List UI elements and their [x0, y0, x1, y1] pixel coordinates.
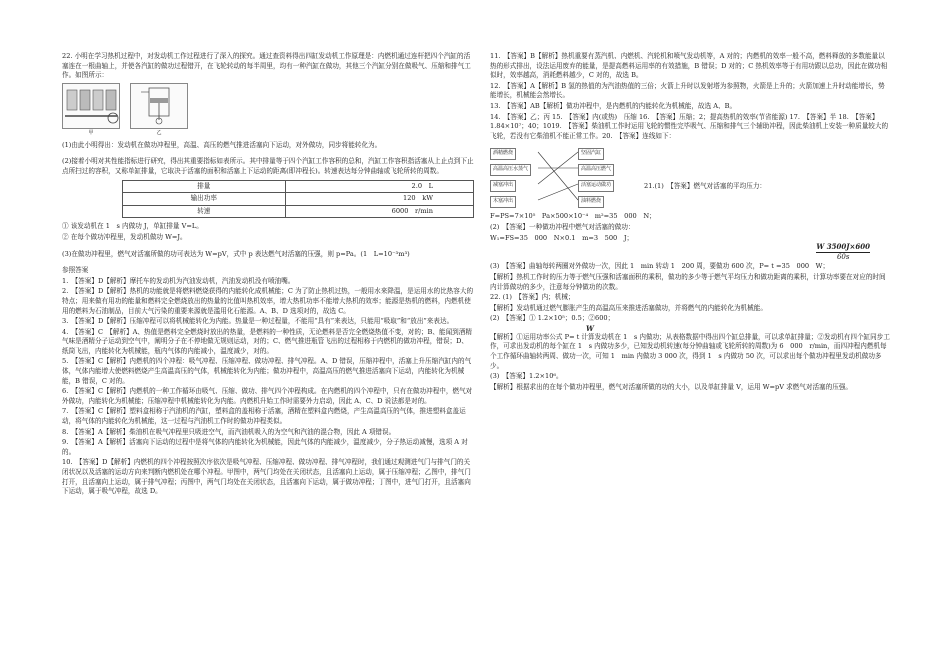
table-row	[123, 205, 474, 218]
engine-figure	[62, 83, 474, 136]
table-row	[123, 180, 474, 193]
answer-item: 14. 【答案】乙；丙 15. 【答案】内(或热) 压缩 16. 【答案】压缩；2；提高热机的效率(节省能源) 17. 【答案】半 18. 【答案】1.84×10⁷；40；1019. 【答案】柴油机工作时运用飞轮的惯性完毕吸气、压缩和排气三个辅助冲程，因此柴油机上安装一种质量较大的飞轮，若没有它柴油机不能正常工作。20. 【答案】连线如下：	[490, 112, 889, 140]
table-row	[123, 193, 474, 206]
four-cylinder-engine-image	[62, 83, 120, 129]
diagram-left-item: 酒精燃烧	[490, 148, 516, 160]
fig-label-b: 乙	[156, 129, 162, 136]
q22-part2: (2)接着小明对其性能指标进行研究，得出其重要指标如表所示。其中排量等于四个汽缸工作容积的总和，汽缸工作容积指活塞从上止点到下止点所扫过的容积，又称单缸排量，它取决于活塞的面积和活塞上下运动的距离(即冲程长)。转速表达每分钟曲轴或飞轮所转的周数。	[62, 157, 474, 175]
q22-note1: 【解析】发动机通过燃气膨胀产生的高温高压来推进活塞做功，并将燃气的内能转化为机械能。	[490, 303, 767, 312]
power-fraction	[816, 242, 870, 262]
q22-part2a: ① 该发动机在 1 s 内做功 J，单缸排量 V=L。	[62, 222, 203, 231]
answer-item: 11. 【答案】B【解析】热机重要有蒸汽机、内燃机、汽轮机和喷气发动机等，A 对的；内燃机的效率一般不高，燃料释放的多数能量以热的形式排出，设法运用废弃的能量，是提高燃料运用率的有效措施，B 错误；D 对的；C 热机效率等于有用功跟以总功，因此在做功相似时，效率越高，消耗燃料越少，C 对的，故选 B。	[490, 52, 888, 80]
spec-key: 转速	[123, 205, 286, 218]
q21-note: 【解析】热机工作时的压力等于燃气压强和活塞面积的乘积，做功的多少等于燃气平均压力和做功距离的乘积，计算功率要在对应的时间内计算做功的多少，注意每分钟做功的次数。	[490, 272, 886, 291]
q22-answer2: (2) 【答案】① 1.2×10⁵；0.5；②600；	[490, 314, 615, 323]
q21-line1: F=PS=7×10⁵ Pa×500×10⁻⁴ m²=35 000 N；	[490, 212, 656, 221]
answer-item: 13. 【答案】AB【解析】做功冲程中，是内燃机的内能转化为机械能，故选 A、B。	[490, 101, 737, 110]
spec-value: 120 kW	[285, 193, 473, 206]
answer-item: 8. 【答案】A【解析】柴油机在吸气冲程里只吸进空气，而汽油机吸入的为空气和汽油的混合物，因此 A 项错误。	[62, 427, 396, 436]
fig-label-a: 甲	[88, 129, 94, 136]
left-column	[62, 52, 474, 498]
answer-item: 2. 【答案】D【解析】热机的功能就是将燃料燃烧获得的内能转化成机械能；C 为了防止热机过热，一般用水来降温，是运用水的比热容大的特点；用来做有用功的能量和燃料完全燃烧放出的热量的比值叫热机效率，增大热机功率不能增大热机的效率；能源是热机的燃料，内燃机使用的燃料为石油制品，目前大气污染的重要来源就是滥用化石能源。A、B、D 选项对的，故选 C。	[62, 287, 474, 315]
q21-line2: (2) 【答案】一种做功冲程中燃气对活塞的做功：	[490, 222, 635, 231]
answer-item: 5. 【答案】C【解析】内燃机的四个冲程：吸气冲程、压缩冲程、做功冲程、排气冲程。A、D 错误，压缩冲程中，活塞上升压缩汽缸内的气体，气体内能增大使燃料燃烧产生高温高压的气体，机械能转化为内能；做功冲程中，高温高压的燃气推进活塞向下运动，内能转化为机械能，B 错误，C 对的。	[62, 357, 472, 385]
spec-key: 输出功率	[123, 193, 286, 206]
answer-item: 9. 【答案】A【解析】活塞向下运动的过程中是将气体的内能转化为机械能，因此气体的内能减少，温度减少，分子热运动减慢，选项 A 对的。	[62, 438, 468, 456]
diagram-left-item: 高温高压水蒸气	[490, 164, 531, 176]
diagram-right-item: 活塞运动做功	[578, 180, 614, 192]
answer-item: 4. 【答案】C 【解析】A、热值是燃料完全燃烧时放出的热量，是燃料的一种性质，无论燃料是否完全燃烧热值不变，对的；B、能闻到酒精气味是酒精分子运动到空气中，阐明分子在不停地做无规则运动，对的；C、燃气推进瓶管飞出的过程相称于内燃机的做功冲程，错误；D、纸筒飞出，内能转化为机械能，瓶内气体的内能减小，温度减少，对的。	[62, 327, 472, 355]
q22-note2: 【解析】①运用功率公式 P= t 计算发动机在 1 s 内做功；从表格数据中得出四个缸总排量，可以求单缸排量；②发动机有四个缸同步工作，可求出发动机的每个缸在 1 s 内做功多少，已知发动机转速(每分钟曲轴或飞轮所转的周数)为 6 000 r/min，而四冲程内燃机每个工作循环曲轴转两周、做功一次，可知 1 min 内做功 3 000 次，得到 1 s 内做功 50 次，可以求出每个做功冲程里发动机做功多少。	[490, 332, 890, 370]
diagram-right-item: 油料燃烧	[578, 196, 604, 208]
spec-key: 排量	[123, 180, 286, 193]
q21-line3: W₁=FS=35 000 N×0.1 m=3 500 J；	[490, 233, 634, 242]
matching-diagram	[490, 144, 640, 210]
q22-answer3: (3) 【答案】1.2×10⁶。	[490, 372, 563, 381]
cylinder-diagram-image	[130, 83, 188, 129]
q22-note3: 【解析】根据求出的在每个做功冲程里，燃气对活塞所做的功的大小，以及单缸排量 V，运用 W=pV 求燃气对活塞的压强。	[490, 382, 853, 391]
engine-spec-table	[122, 180, 474, 219]
spec-value: 2.0 L	[285, 180, 473, 193]
right-column	[490, 52, 890, 393]
answer-item: 12. 【答案】A【解析】B 氢的热值的为汽油热值的三倍；火箭上升时以发射塔为参照物，火箭是上升的；火箭加速上升时动能增长，势 能增长，机械能会然增长。	[490, 81, 892, 100]
q22-intro: 22. 小明在学习热机过程中，对发动机工作过程进行了深入的探究。通过查资料得出四缸发动机工作原理是：内燃机通过连杆把四个汽缸的活塞连在一根曲轴上，并使各汽缸的做功过程错开，在飞轮转动的每半周里，均有一种汽缸在做功，其他三个汽缸分别在做吸气、压缩和排气工作。如图所示：	[62, 52, 471, 80]
q21-part3: (3) 【答案】曲轴每转两圈对外做功一次，因此 1 min 转动 1 200 周，要做功 600 次，P= t =35 000 W；	[490, 262, 830, 271]
diagram-left-item: 减塞冲出	[490, 180, 516, 192]
diagram-right-item: 高温高压燃气	[578, 164, 614, 176]
q22-part3: (3)在做功冲程里，燃气对活塞所做的功可表达为 W=pV，式中 p 表达燃气对活塞的压强，则 p=Pa。(1 L=10⁻³m³)	[62, 249, 410, 258]
w-label: W	[586, 323, 594, 333]
q21-head: 21.(1) 【答案】燃气对活塞的平均压力：	[644, 182, 767, 191]
q22-part1: (1)由此小明得出：发动机在做功冲程里，高温、高压的燃气推进活塞向下运动，对外做功，同步将能转化为。	[62, 140, 382, 149]
diagram-left-item: 木塞冲出	[490, 196, 516, 208]
answer-item: 10. 【答案】D【解析】内燃机的四个冲程按照次序依次是吸气冲程、压缩冲程、做功冲程、排气冲程时，我们通过观测进气门与排气门的关闭状况以及活塞的运动方向来判断内燃机处在哪个冲程。甲图中，两气门均处在关闭状态，且活塞向上运动，属于压缩冲程；乙图中，排气门打开，且活塞向上运动，属于排气冲程；丙图中，两气门均处在关闭状态，且活塞向下运动，属于做功冲程；丁图中，进气门打开，且活塞向下运动，属于吸气冲程，故选 D。	[62, 458, 471, 496]
diagram-right-item: 坚固汽缸	[578, 148, 604, 160]
spec-value: 6000 r/min	[285, 205, 473, 218]
q22-head: 22. (1) 【答案】内；机械；	[490, 293, 575, 302]
answer-item: 1. 【答案】D【解析】摩托车的发动机为汽油发动机，汽油发动机没有喷油嘴。	[62, 276, 295, 285]
answer-item: 3. 【答案】D【解析】压缩冲程可以将机械能转化为内能。热量是一种过程量，不能用“具有”来表达，只能用“吸取”和“放出”来表达。	[62, 317, 454, 326]
answer-item: 7. 【答案】C【解析】塑料盒相称于汽油机的汽缸，塑料盒的盖相称于活塞，酒精在塑料盒内燃烧，产生高温高压的气体，推进塑料盒盖运动，将气体的内能转化为机械能，这一过程与汽油机工作时的做功冲程类似。	[62, 407, 466, 426]
fraction-numerator: W 3500J×600	[816, 242, 870, 252]
reference-answers-title: 参照答案	[62, 266, 89, 275]
fraction-denominator: 60s	[836, 252, 850, 261]
answer-item: 6. 【答案】C【解析】内燃机的一种工作循环由吸气、压缩、做功、排气四个冲程构成。在内燃机的四个冲程中，只有在做功冲程中，燃气对外做功，内能转化为机械能；压缩冲程中机械能转化为内能。内燃机升始工作时需要外力启动，因此 A、C、D 说法都是对的。	[62, 387, 473, 405]
q22-part2b: ② 在每个做功冲程里，发动机做功 W=J。	[62, 232, 187, 241]
